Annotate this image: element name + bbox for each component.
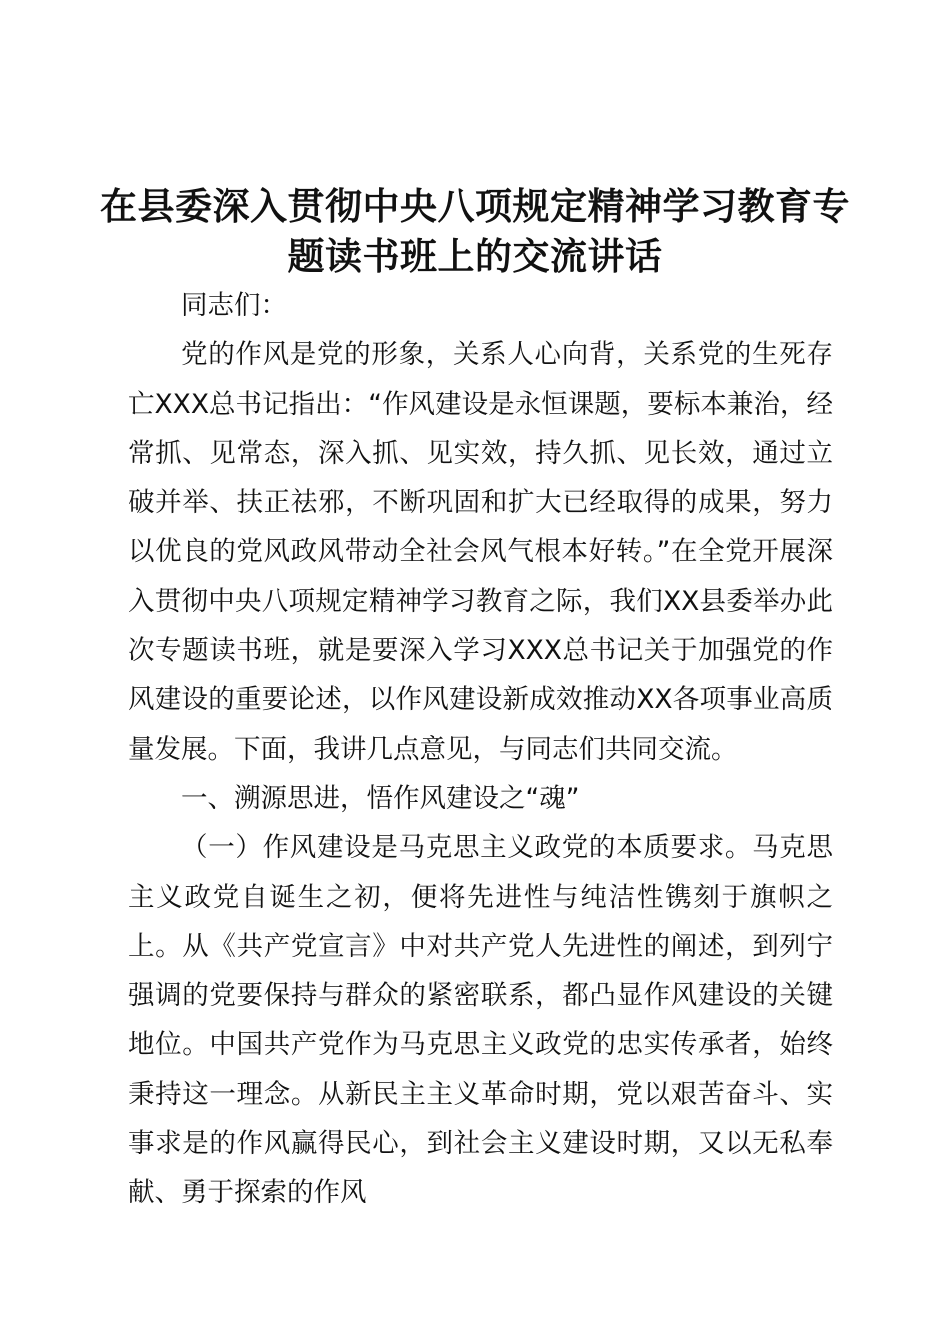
salutation: 同志们：	[181, 290, 287, 321]
section-paragraph: （一）作风建设是马克思主义政党的本质要求。马克思主义政党自诞生之初，便将先进性与纯洁性镌刻于旗帜之上。从《共产党宣言》中对共产党人先进性的阐述，到列宁强调的党要保持与群众的紧密联系，都凸显作风建设的关键地位。中国共产党作为马克思主义政党的忠实传承者，始终秉持这一理念。从新民主主义革命时期，党以艰苦奋斗、实事求是的作风赢得民心，到社会主义建设时期，又以无私奉献、勇于探索的作风	[128, 832, 833, 1209]
title-line-2: 题读书班上的交流讲话	[287, 235, 663, 278]
section-heading: 一、溯源思进，悟作风建设之“魂”	[181, 782, 580, 814]
title-line-1: 在县委深入贯彻中央八项规定精神学习教育专	[100, 185, 850, 228]
document-body	[128, 281, 833, 1218]
intro-paragraph: 党的作风是党的形象，关系人心向背，关系党的生死存亡XXX总书记指出：“作风建设是永恒课题，要标本兼治，经常抓、见常态，深入抓、见实效，持久抓、见长效，通过立破并举、扶正祛邪，不断巩固和扩大已经取得的成果，努力以优良的党风政风带动全社会风气根本好转。”在全党开展深入贯彻中央八项规定精神学习教育之际，我们XX县委举办此次专题读书班，就是要深入学习XXX总书记关于加强党的作风建设的重要论述，以作风建设新成效推动XX各项事业高质量发展。下面，我讲几点意见，与同志们共同交流。	[128, 339, 833, 765]
document-title	[100, 182, 850, 282]
